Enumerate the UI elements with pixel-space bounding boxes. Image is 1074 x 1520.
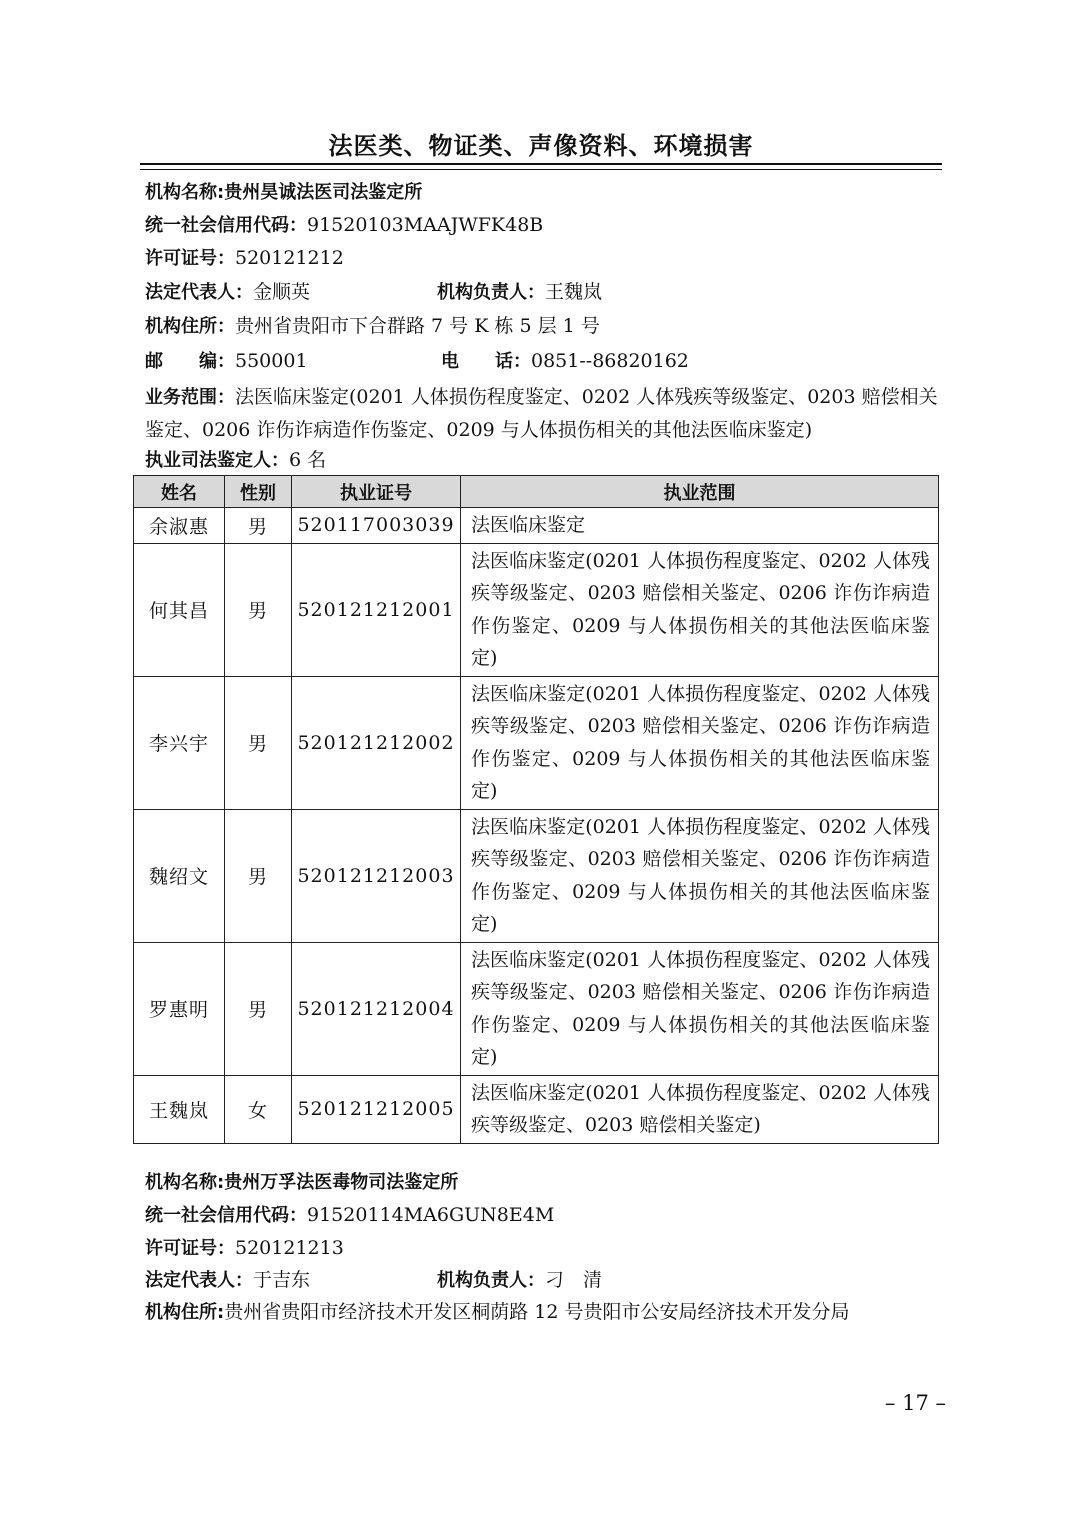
cell-scope: 法医临床鉴定(0201 人体损伤程度鉴定、0202 人体残疾等级鉴定、0203 赔偿相关鉴定、0206 诈伤诈病造作伤鉴定、0209 与人体损伤相关的其他法医临床鉴定)	[461, 809, 939, 942]
table-row	[134, 942, 939, 1075]
cell-gender: 男	[225, 809, 292, 942]
title-rule-thin	[140, 169, 942, 170]
org1-head-group	[437, 279, 602, 306]
cell-gender: 男	[225, 508, 292, 544]
org1-credit-line	[145, 212, 947, 239]
org1-license: 520121212	[235, 247, 344, 269]
org1-name-line	[145, 179, 947, 206]
org2-rep-line	[145, 1267, 947, 1294]
cell-scope: 法医临床鉴定(0201 人体损伤程度鉴定、0202 人体残疾等级鉴定、0203 赔偿相关鉴定)	[461, 1075, 939, 1143]
org2-credit-line	[145, 1202, 947, 1229]
cell-cert: 520121212005	[292, 1075, 461, 1143]
org1-experts-label: 执业司法鉴定人：	[145, 450, 289, 471]
cell-cert: 520121212002	[292, 676, 461, 809]
org1-rep-label: 法定代表人：	[145, 282, 253, 303]
cell-cert: 520117003039	[292, 508, 461, 544]
org1-name-label: 机构名称:	[145, 182, 225, 203]
org2-addr-label: 机构住所:	[145, 1302, 225, 1323]
cell-name: 何其昌	[134, 543, 225, 676]
cell-cert: 520121212001	[292, 543, 461, 676]
org1-addr: 贵州省贵阳市下合群路 7 号 K 栋 5 层 1 号	[235, 315, 600, 337]
org1-credit: 91520103MAAJWFK48B	[307, 214, 544, 236]
table-row	[134, 809, 939, 942]
org1-scope-block	[145, 381, 947, 447]
org1-rep-line	[145, 279, 947, 306]
org1-post-label: 邮 编：	[145, 351, 235, 372]
org1-scope: 法医临床鉴定(0201 人体损伤程度鉴定、0202 人体残疾等级鉴定、0203 赔偿相关鉴定、0206 诈伤诈病造作伤鉴定、0209 与人体损伤相关的其他法医临床鉴定)	[145, 386, 938, 441]
table-row	[134, 676, 939, 809]
cell-cert: 520121212003	[292, 809, 461, 942]
org2-head-group	[437, 1267, 602, 1294]
cell-scope: 法医临床鉴定	[461, 508, 939, 544]
cell-name: 李兴宇	[134, 676, 225, 809]
org1-credit-label: 统一社会信用代码：	[145, 215, 307, 236]
org1-tel: 0851--86820162	[531, 350, 689, 372]
table-row	[134, 543, 939, 676]
cell-gender: 男	[225, 942, 292, 1075]
org2-addr: 贵州省贵阳市经济技术开发区桐荫路 12 号贵阳市公安局经济技术开发分局	[224, 1301, 850, 1323]
org2-license-label: 许可证号：	[145, 1238, 235, 1259]
cell-name: 魏绍文	[134, 809, 225, 942]
table-header-row	[134, 476, 939, 508]
org1-license-line	[145, 245, 947, 272]
cell-gender: 男	[225, 543, 292, 676]
org1-post: 550001	[235, 350, 308, 372]
org2-license: 520121213	[235, 1237, 344, 1259]
org1-tel-label: 电 话：	[441, 351, 531, 372]
org1-addr-label: 机构住所：	[145, 316, 235, 337]
header-cert: 执业证号	[292, 476, 461, 508]
org1-scope-label: 业务范围：	[145, 387, 235, 408]
org2-credit: 91520114MA6GUN8E4M	[307, 1204, 555, 1226]
page-number: – 17 –	[884, 1391, 946, 1415]
org1-head-label: 机构负责人：	[437, 282, 545, 303]
org2-rep-label: 法定代表人：	[145, 1270, 253, 1291]
cell-cert: 520121212004	[292, 942, 461, 1075]
org1-rep: 金顺英	[253, 281, 311, 303]
org1-post-line	[145, 348, 947, 375]
org2-license-line	[145, 1235, 947, 1262]
cell-scope: 法医临床鉴定(0201 人体损伤程度鉴定、0202 人体残疾等级鉴定、0203 赔偿相关鉴定、0206 诈伤诈病造作伤鉴定、0209 与人体损伤相关的其他法医临床鉴定)	[461, 543, 939, 676]
org1-tel-group	[441, 348, 689, 375]
org1-addr-line	[145, 313, 947, 340]
org2-head-label: 机构负责人：	[437, 1270, 545, 1291]
org1-license-label: 许可证号：	[145, 248, 235, 269]
table-row	[134, 1075, 939, 1143]
org2-head: 刁 清	[545, 1269, 603, 1291]
org2-addr-line	[145, 1299, 947, 1326]
org2-rep: 于吉东	[253, 1269, 311, 1291]
title-rule-thick	[140, 163, 942, 165]
cell-gender: 男	[225, 676, 292, 809]
org2-name: 贵州万孚法医毒物司法鉴定所	[224, 1172, 459, 1193]
cell-scope: 法医临床鉴定(0201 人体损伤程度鉴定、0202 人体残疾等级鉴定、0203 赔偿相关鉴定、0206 诈伤诈病造作伤鉴定、0209 与人体损伤相关的其他法医临床鉴定)	[461, 676, 939, 809]
cell-scope: 法医临床鉴定(0201 人体损伤程度鉴定、0202 人体残疾等级鉴定、0203 赔偿相关鉴定、0206 诈伤诈病造作伤鉴定、0209 与人体损伤相关的其他法医临床鉴定)	[461, 942, 939, 1075]
header-gender: 性别	[225, 476, 292, 508]
header-scope: 执业范围	[461, 476, 939, 508]
org2-name-line	[145, 1169, 947, 1196]
org1-head: 王魏岚	[545, 281, 603, 303]
header-name: 姓名	[134, 476, 225, 508]
org2-credit-label: 统一社会信用代码：	[145, 1205, 307, 1226]
org1-name: 贵州昊诚法医司法鉴定所	[224, 182, 423, 203]
org1-experts-count: 6 名	[289, 449, 327, 471]
experts-table	[133, 475, 939, 1144]
org2-name-label: 机构名称:	[145, 1172, 225, 1193]
org1-experts-line	[145, 447, 947, 474]
cell-name: 罗惠明	[134, 942, 225, 1075]
table-row	[134, 508, 939, 544]
page-title: 法医类、物证类、声像资料、环境损害	[328, 131, 754, 160]
cell-gender: 女	[225, 1075, 292, 1143]
cell-name: 余淑惠	[134, 508, 225, 544]
cell-name: 王魏岚	[134, 1075, 225, 1143]
